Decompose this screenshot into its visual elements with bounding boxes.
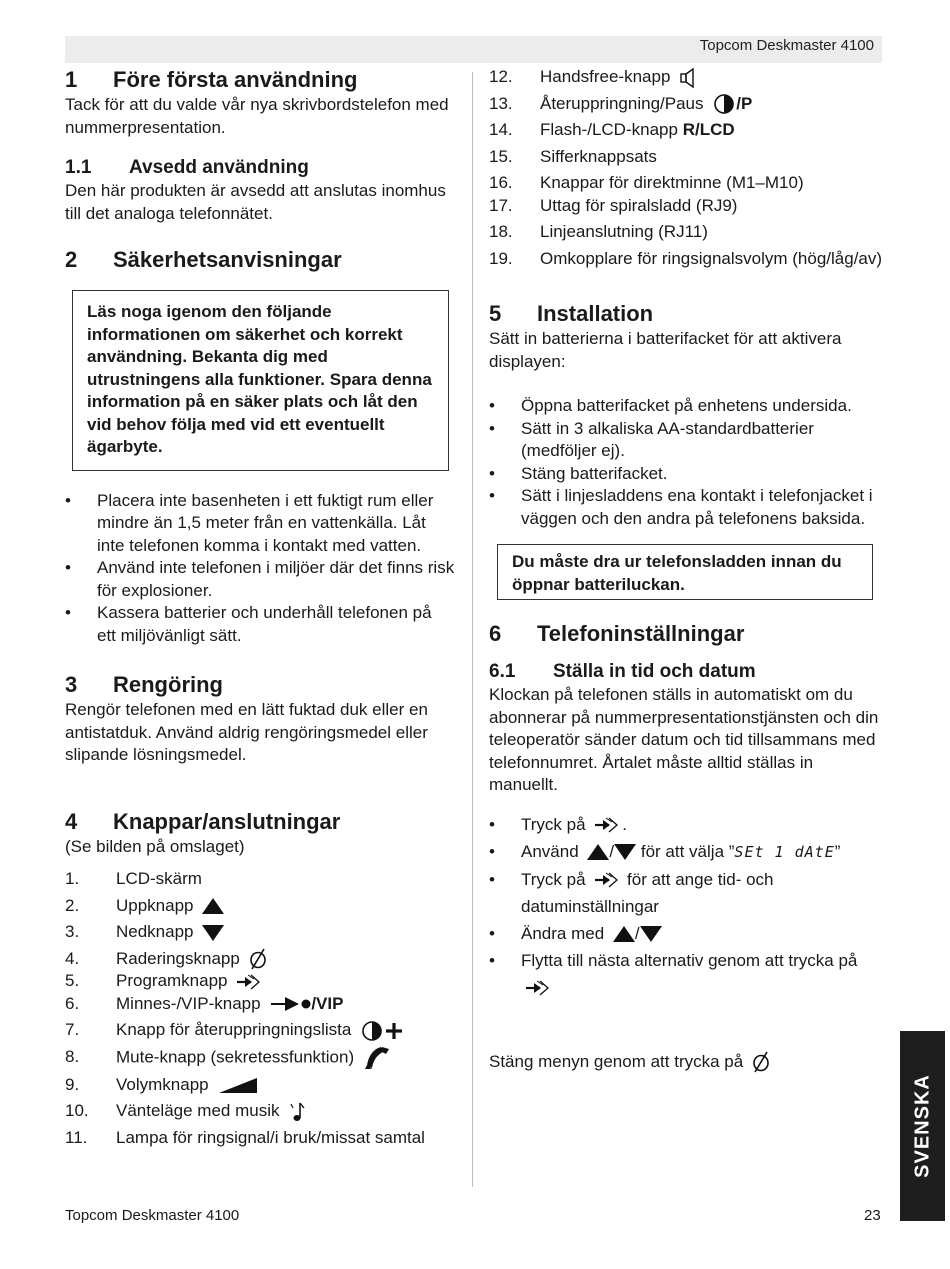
language-tab-label: SVENSKA [911, 1074, 933, 1178]
column-divider [472, 72, 473, 1187]
list-item: • Tryck på för att ange tid- och datuminställningar [489, 869, 774, 916]
list-item: • Sätt i linjesladdens ena kontakt i telefonjacket i väggen och den andra på telefonens baksida. [489, 486, 873, 528]
list-item: 10. Vänteläge med musik [65, 1100, 455, 1123]
section-6-1-text: Klockan på telefonen ställs in automatiskt om du abonnerar på nummerpresentationstjänsten och din teleoperatör sänder datum och tid tillsammans med telefonnumret. Årtalet måste alltid ställas in manuellt. [489, 685, 879, 795]
list-item: 7. Knapp för återuppringningslista [65, 1019, 455, 1042]
list-item: 15. Sifferknappsats [489, 146, 657, 166]
program-arrow-icon [525, 979, 553, 997]
memory-arrow-icon [269, 996, 311, 1012]
program-arrow-icon [236, 973, 264, 991]
list-item: • Använd inte telefonen i miljöer där det finns risk för explosioner. [65, 558, 455, 600]
list-item: 11. Lampa för ringsignal/i bruk/missat samtal [65, 1127, 425, 1147]
time-date-steps [489, 811, 884, 1001]
erase-icon [249, 948, 267, 970]
program-arrow-icon [594, 816, 622, 834]
list-item: 17. Uttag för spiralsladd (RJ9) [489, 195, 738, 215]
list-item: • Öppna batterifacket på enhetens undersida. [489, 396, 852, 416]
section-6-heading: 6 Telefoninställningar [489, 621, 745, 647]
down-triangle-icon [202, 925, 224, 941]
list-item: • Tryck på . [489, 814, 628, 834]
list-item: 12. Handsfree-knapp [489, 66, 884, 89]
list-item: 14. Flash-/LCD-knapp R/LCD [489, 120, 735, 140]
section-1-text: Tack för att du valde vår nya skrivbordstelefon med nummerpresentation. [65, 95, 449, 137]
list-item: 8. Mute-knapp (sekretessfunktion) [65, 1046, 455, 1070]
lcd-display-text: SEt 1 dAtE [734, 842, 835, 861]
section-3-heading: 3 Rengöring [65, 672, 223, 697]
list-item: 4. Raderingsknapp [65, 948, 455, 971]
redial-pause-icon [712, 94, 736, 114]
list-item: • Ändra med / [489, 920, 884, 947]
music-note-icon [288, 1101, 306, 1123]
down-triangle-icon [640, 926, 662, 942]
erase-icon [752, 1051, 770, 1073]
section-4-subtitle: (Se bilden på omslaget) [65, 836, 245, 856]
program-arrow-icon [594, 871, 622, 889]
section-1-1-heading: 1.1 Avsedd användning [65, 157, 309, 178]
left-column [65, 66, 455, 1149]
mute-handset-icon [363, 1046, 391, 1070]
list-item: 6. Minnes-/VIP-knapp /VIP [65, 993, 344, 1013]
list-item: • Kassera batterier och underhåll telefonen på ett miljövänligt sätt. [65, 603, 432, 645]
list-item: 5. Programknapp [65, 970, 455, 993]
right-column [489, 66, 884, 1073]
section-5-heading: 5 Installation [489, 301, 654, 327]
section-4-heading: 4 Knappar/anslutningar [65, 808, 341, 834]
section-1-1-text: Den här produkten är avsedd att anslutas inomhus till det analoga telefonnätet. [65, 181, 446, 223]
section-2-heading: 2 Säkerhetsanvisningar [65, 247, 342, 272]
list-item: 9. Volymknapp [65, 1074, 455, 1097]
list-item: 13. Återuppringning/Paus /P [489, 93, 753, 113]
safety-notice-box: Läs noga igenom den följande informationen om säkerhet och korrekt användning. Bekanta dig med utrustningens alla funktioner. Spara denna information på en säker plats och låt den vid behov följa med vid ett eventuellt ägarbyte. [72, 290, 449, 471]
list-item: 2. Uppknapp [65, 895, 455, 918]
safety-bullet-list [65, 490, 455, 648]
list-item: • Använd / för att välja ”SEt 1 dAtE” [489, 841, 841, 861]
up-triangle-icon [613, 926, 635, 942]
section-5-text: Sätt in batterierna i batterifacket för att aktivera displayen: [489, 329, 842, 371]
list-item: 1. LCD-skärm [65, 869, 202, 888]
language-tab [900, 1031, 945, 1221]
section-1-heading: 1 Före första användning [65, 67, 358, 92]
buttons-list [65, 868, 455, 1149]
header-title: Topcom Deskmaster 4100 [699, 37, 874, 54]
up-triangle-icon [587, 844, 609, 860]
list-item: 3. Nedknapp [65, 921, 455, 944]
section-3-text: Rengör telefonen med en lätt fuktad duk eller en antistatduk. Använd aldrig rengöringsmedel eller slipande lösningsmedel. [65, 700, 428, 764]
section-6-1-heading: 6.1 Ställa in tid och datum [489, 661, 756, 683]
list-item: 16. Knappar för direktminne (M1–M10) [489, 173, 804, 193]
up-triangle-icon [202, 898, 224, 914]
list-item: • Flytta till nästa alternativ genom att trycka på [489, 947, 884, 1001]
battery-warning-box: Du måste dra ur telefonsladden innan du öppnar batteriluckan. [497, 544, 873, 600]
list-item: • Sätt in 3 alkaliska AA-standardbatterier (medföljer ej). [489, 418, 814, 461]
list-item: • Placera inte basenheten i ett fuktigt rum eller mindre än 1,5 meter från en vattenkälla. Låt inte telefonen komma i kontakt med vatten. [65, 490, 434, 555]
page-number: 23 [864, 1207, 881, 1224]
volume-wedge-icon [217, 1077, 261, 1093]
down-triangle-icon [614, 844, 636, 860]
buttons-list-continued [489, 66, 884, 270]
speaker-icon [679, 67, 697, 89]
footer-title: Topcom Deskmaster 4100 [65, 1207, 240, 1224]
installation-bullet-list [489, 395, 884, 530]
close-menu-text: Stäng menyn genom att trycka på [489, 1051, 884, 1074]
list-item: 18. Linjeanslutning (RJ11) [489, 222, 708, 242]
list-item: 19. Omkopplare för ringsignalsvolym (hög/låg/av) [489, 248, 883, 268]
redial-list-icon [360, 1021, 404, 1041]
list-item: • Stäng batterifacket. [489, 463, 668, 483]
page-header [65, 36, 882, 63]
